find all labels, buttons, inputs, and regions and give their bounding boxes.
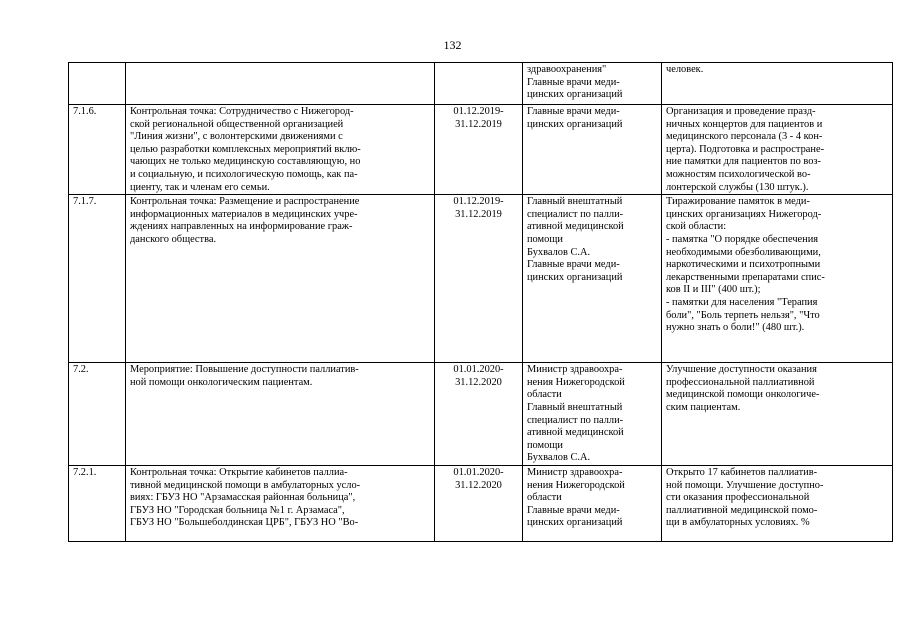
cell-text-line: ской области: bbox=[666, 221, 727, 233]
cell-text-line: цинских организаций bbox=[527, 89, 623, 101]
item-number-cell bbox=[69, 105, 126, 195]
cell-text-line: ативной медицинской bbox=[527, 221, 624, 233]
cell-text-line: человек. bbox=[666, 64, 704, 75]
item-dates-cell bbox=[435, 105, 523, 195]
cell-text-line: Тиражирование памяток в меди- bbox=[666, 196, 810, 208]
item-responsible-cell bbox=[523, 105, 662, 195]
cell-text-line: ждениях направленных на информирование граж- bbox=[130, 221, 353, 233]
cell-text-line: Открыто 17 кабинетов паллиатив- bbox=[666, 466, 818, 478]
item-name-cell bbox=[126, 363, 435, 466]
cell-text-line: 01.12.2019- bbox=[453, 106, 504, 117]
cell-text-line: 01.12.2019- bbox=[453, 196, 504, 208]
item-result-cell bbox=[662, 63, 893, 105]
cell-text-line: Главные врачи меди- bbox=[527, 259, 620, 271]
cell-text-line: 7.1.6. bbox=[73, 106, 97, 117]
cell-text-line: лекарственными препаратами спис- bbox=[666, 271, 825, 283]
cell-text-line: Контрольная точка: Открытие кабинетов паллиа- bbox=[130, 466, 348, 478]
cell-text-line: специалист по палли- bbox=[527, 208, 624, 220]
cell-text-line: Мероприятие: Повышение доступности паллиатив- bbox=[130, 364, 359, 376]
cell-text-line: Министр здравоохра- bbox=[527, 466, 623, 478]
cell-text-line: 7.2.1. bbox=[73, 466, 97, 478]
cell-text-line: 31.12.2019 bbox=[455, 118, 502, 130]
cell-text-line: боли", "Боль терпеть нельзя", "Что bbox=[666, 309, 820, 321]
cell-text-line: Контрольная точка: Размещение и распространение bbox=[130, 196, 360, 208]
cell-text-line: Главные врачи меди- bbox=[527, 76, 620, 88]
cell-text-line: ГБУЗ НО "Большеболдинская ЦРБ", ГБУЗ НО "Во- bbox=[130, 517, 359, 529]
cell-text-line: Главный внештатный bbox=[527, 196, 623, 208]
cell-text-line: ной помощи. Улучшение доступно- bbox=[666, 479, 824, 491]
cell-text-line: цинских организаций bbox=[527, 517, 623, 529]
item-result-cell bbox=[662, 105, 893, 195]
cell-text-line: 31.12.2020 bbox=[455, 479, 502, 491]
cell-text-line: 31.12.2019 bbox=[455, 208, 502, 220]
table-row bbox=[69, 105, 893, 195]
table-row bbox=[69, 465, 893, 541]
cell-text-line: необходимыми обезболивающими, bbox=[666, 246, 821, 258]
page-number: 132 bbox=[443, 38, 462, 52]
cell-text-line: данского общества. bbox=[130, 233, 217, 245]
item-dates-cell bbox=[435, 363, 523, 466]
cell-text-line: наркотическими и психотропными bbox=[666, 259, 821, 271]
item-number-cell bbox=[69, 63, 126, 105]
cell-text-line: ние памятки для пациентов по воз- bbox=[666, 156, 821, 168]
cell-text-line: нужно знать о боли!" (480 шт.). bbox=[666, 322, 805, 334]
table-row bbox=[69, 63, 893, 105]
cell-text-line: Улучшение доступности оказания bbox=[666, 364, 817, 376]
table-row bbox=[69, 363, 893, 466]
item-name-cell bbox=[126, 465, 435, 541]
cell-text-line: Главные врачи меди- bbox=[527, 106, 620, 117]
plan-table bbox=[68, 62, 893, 542]
item-name-cell bbox=[126, 195, 435, 363]
cell-text-line: и социальную, и психологическую помощь, как па- bbox=[130, 168, 358, 180]
item-number-cell bbox=[69, 363, 126, 466]
cell-text-line: 7.2. bbox=[73, 364, 89, 376]
cell-text-line: нения Нижегородской bbox=[527, 376, 625, 388]
item-responsible-cell bbox=[523, 363, 662, 466]
cell-text-line: тивной медицинской помощи в амбулаторных усло- bbox=[130, 479, 361, 491]
cell-text-line: 01.01.2020- bbox=[453, 466, 504, 478]
cell-text-line: 01.01.2020- bbox=[453, 364, 504, 376]
item-number-cell bbox=[69, 195, 126, 363]
item-name-cell bbox=[126, 105, 435, 195]
cell-text-line: ГБУЗ НО "Городская больница №1 г. Арзамаса", bbox=[130, 504, 345, 516]
cell-text-line: целью разработки комплексных мероприятий вклю- bbox=[130, 143, 361, 155]
cell-text-line: медицинского персонала (3 - 4 кон- bbox=[666, 131, 823, 143]
item-dates-cell bbox=[435, 63, 523, 105]
cell-text-line: информационных материалов в медицинских учре- bbox=[130, 208, 358, 220]
table-row bbox=[69, 195, 893, 363]
cell-text-line: 31.12.2020 bbox=[455, 376, 502, 388]
cell-text-line: специалист по палли- bbox=[527, 414, 624, 426]
cell-text-line: помощи bbox=[527, 439, 563, 451]
cell-text-line: 7.1.7. bbox=[73, 196, 97, 208]
item-responsible-cell bbox=[523, 195, 662, 363]
cell-text-line: Бухвалов С.А. bbox=[527, 246, 591, 258]
cell-text-line: Контрольная точка: Сотрудничество с Нижегород- bbox=[130, 106, 354, 117]
cell-text-line: Министр здравоохра- bbox=[527, 364, 623, 376]
cell-text-line: церта). Подготовка и распростране- bbox=[666, 143, 825, 155]
cell-text-line: Организация и проведение празд- bbox=[666, 106, 816, 117]
cell-text-line: цинских организаций bbox=[527, 271, 623, 283]
cell-text-line: ничных концертов для пациентов и bbox=[666, 118, 823, 130]
cell-text-line: "Линия жизни", с волонтерскими движениями с bbox=[130, 131, 343, 143]
cell-text-line: цинских организациях Нижегород- bbox=[666, 208, 822, 220]
cell-text-line: профессиональной паллиативной bbox=[666, 376, 815, 388]
cell-text-line: паллиативной медицинской помо- bbox=[666, 504, 818, 516]
item-dates-cell bbox=[435, 465, 523, 541]
cell-text-line: - памятки для населения "Терапия bbox=[666, 296, 818, 308]
cell-text-line: ативной медицинской bbox=[527, 427, 624, 439]
cell-text-line: здравоохранения" bbox=[527, 64, 607, 75]
cell-text-line: циенту, так и членам его семьи. bbox=[130, 181, 270, 193]
cell-text-line: сти оказания профессиональной bbox=[666, 492, 810, 504]
item-result-cell bbox=[662, 195, 893, 363]
cell-text-line: области bbox=[527, 389, 562, 401]
cell-text-line: можностям психологической во- bbox=[666, 168, 811, 180]
item-dates-cell bbox=[435, 195, 523, 363]
item-result-cell bbox=[662, 363, 893, 466]
cell-text-line: цинских организаций bbox=[527, 118, 623, 130]
item-number-cell bbox=[69, 465, 126, 541]
cell-text-line: чающих не только медицинскую составляющую, но bbox=[130, 156, 361, 168]
cell-text-line: лонтерской службы (130 штук.). bbox=[666, 181, 809, 193]
cell-text-line: ной помощи онкологическим пациентам. bbox=[130, 376, 313, 388]
cell-text-line: - памятка "О порядке обеспечения bbox=[666, 233, 819, 245]
item-responsible-cell bbox=[523, 465, 662, 541]
table-body bbox=[69, 63, 893, 542]
cell-text-line: помощи bbox=[527, 233, 563, 245]
cell-text-line: Главные врачи меди- bbox=[527, 504, 620, 516]
cell-text-line: ским пациентам. bbox=[666, 401, 741, 413]
item-name-cell bbox=[126, 63, 435, 105]
cell-text-line: медицинской помощи онкологиче- bbox=[666, 389, 820, 401]
cell-text-line: виях: ГБУЗ НО "Арзамасская районная больница", bbox=[130, 492, 356, 504]
cell-text-line: ков II и III" (400 шт.); bbox=[666, 284, 761, 296]
item-result-cell bbox=[662, 465, 893, 541]
cell-text-line: нения Нижегородской bbox=[527, 479, 625, 491]
cell-text-line: Бухвалов С.А. bbox=[527, 452, 591, 464]
cell-text-line: Главный внештатный bbox=[527, 401, 623, 413]
cell-text-line: щи в амбулаторных условиях. % bbox=[666, 517, 810, 529]
cell-text-line: ской региональной общественной организацией bbox=[130, 118, 344, 130]
cell-text-line: области bbox=[527, 492, 562, 504]
item-responsible-cell bbox=[523, 63, 662, 105]
